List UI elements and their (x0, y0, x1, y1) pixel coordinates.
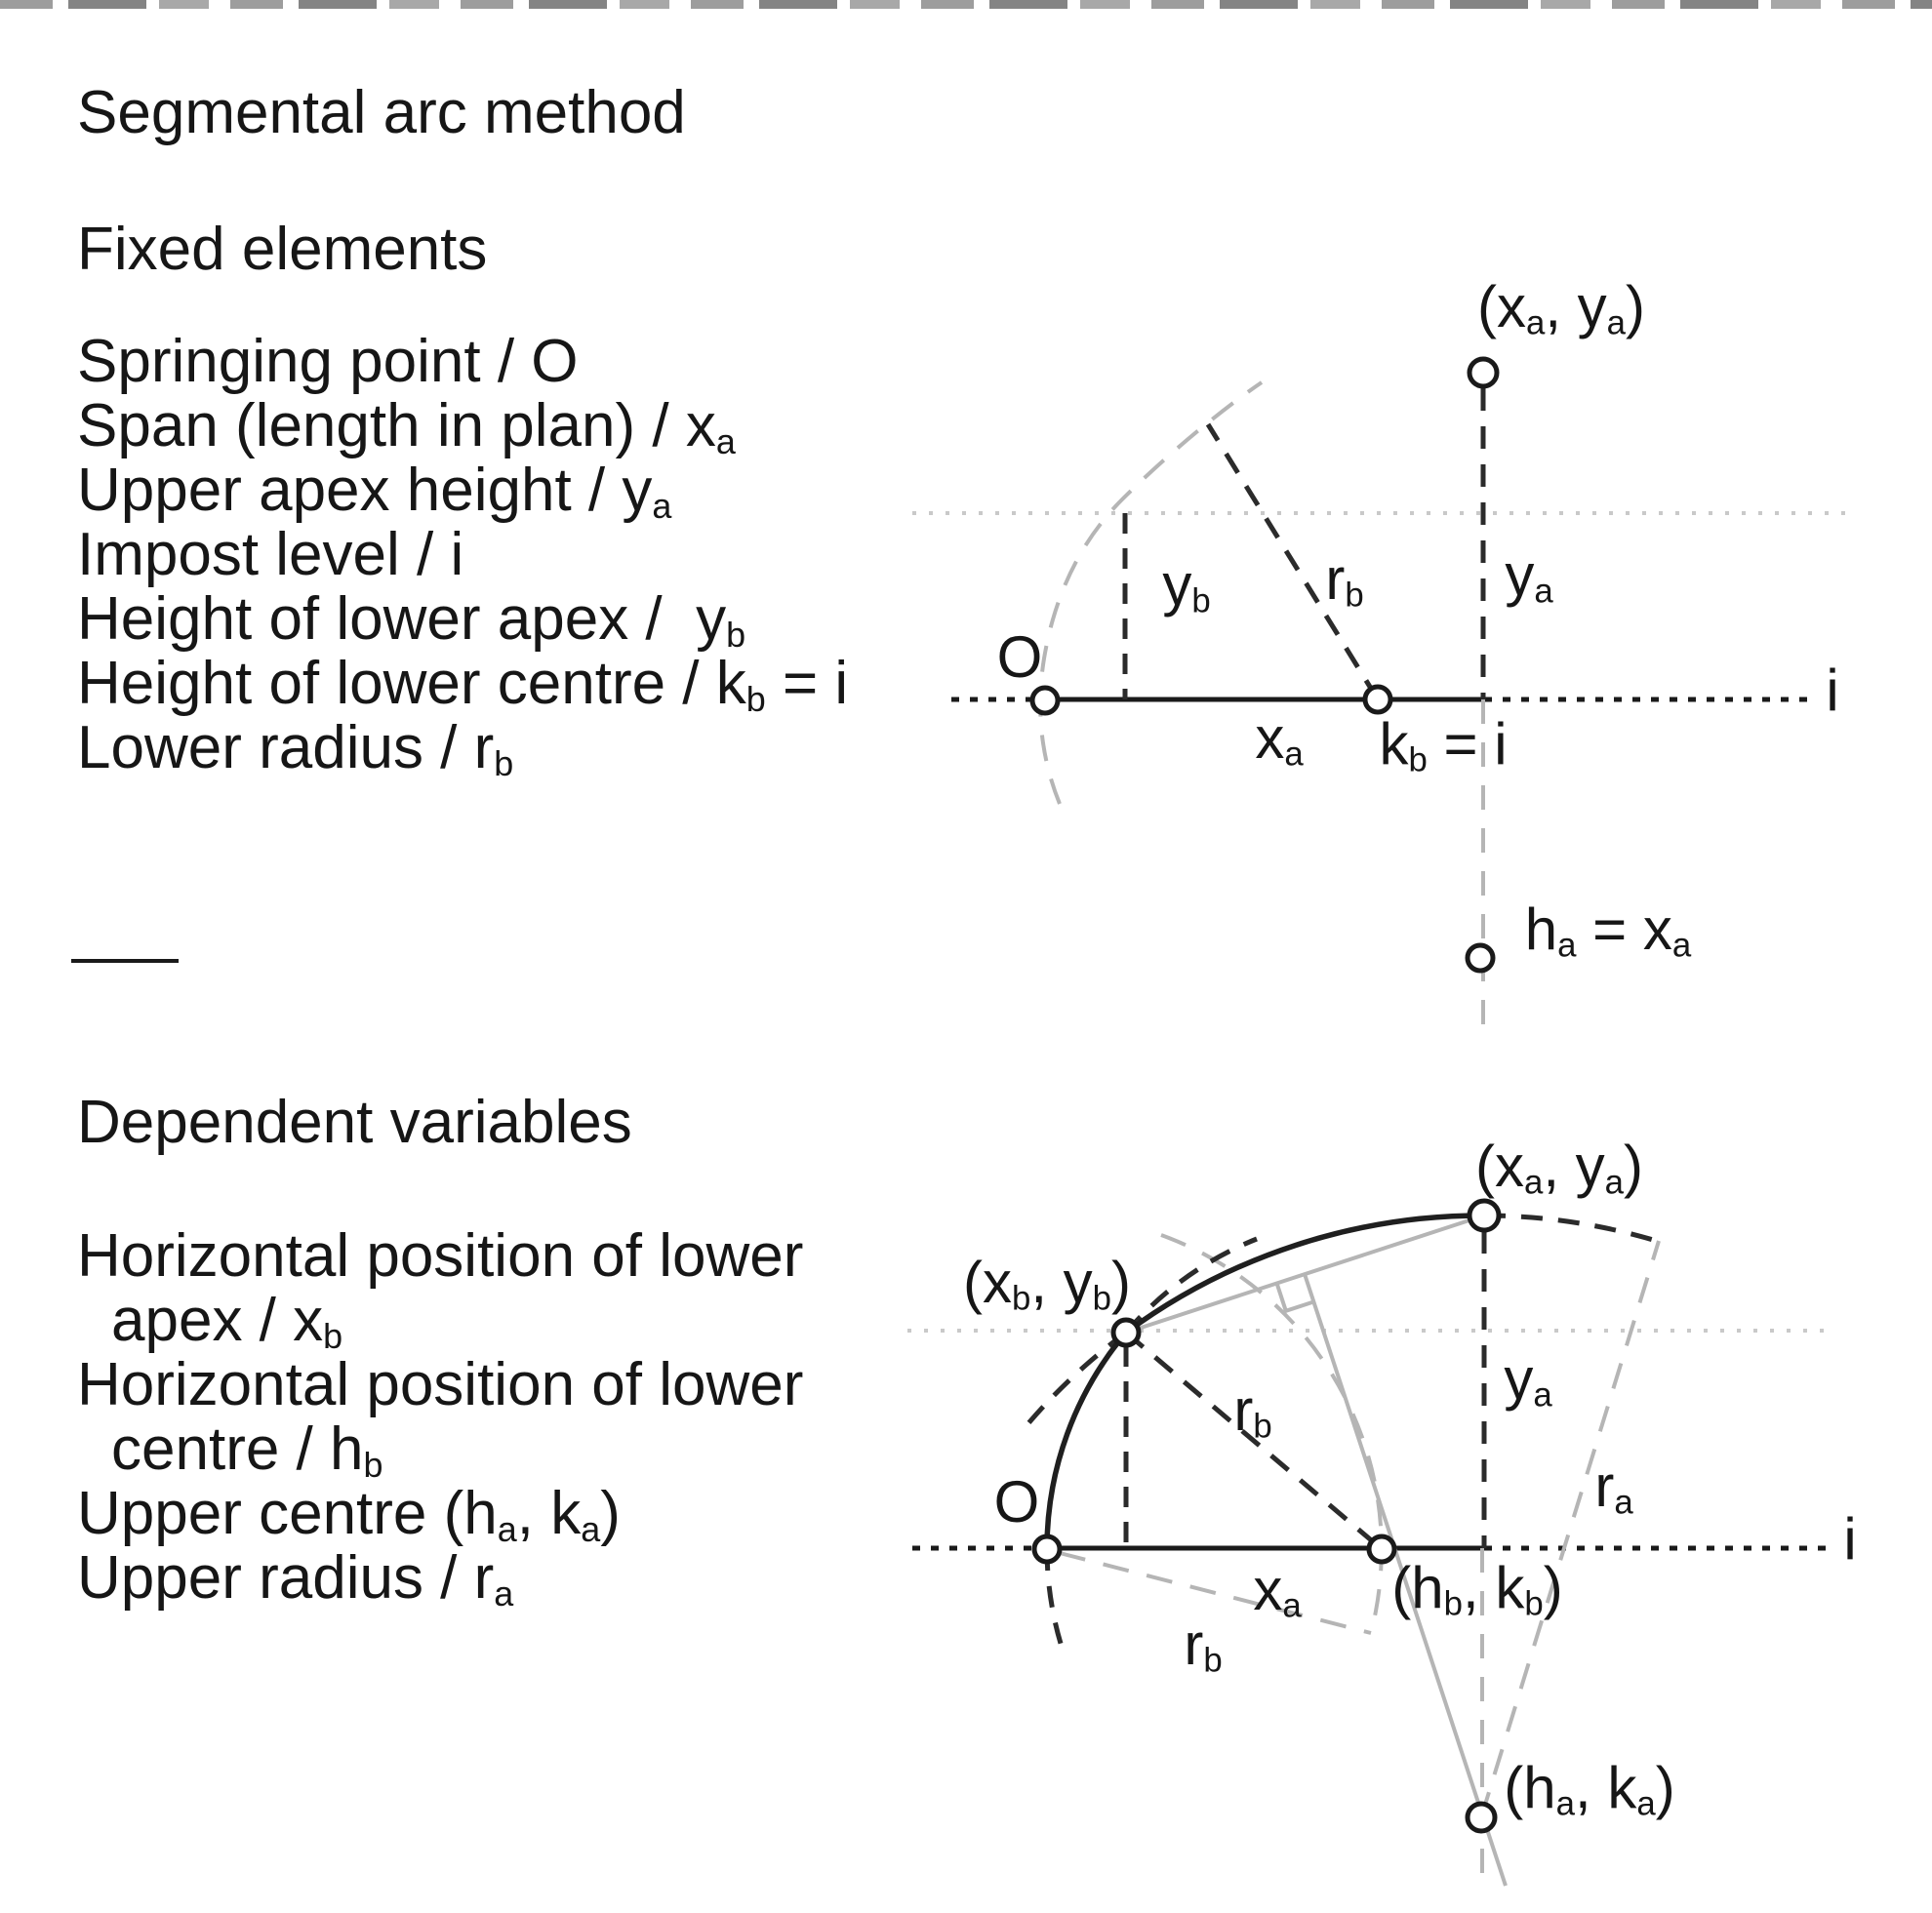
dependent-item: Upper radius / $r_a$ (77, 1544, 514, 1614)
page-title: Segmental arc method (77, 79, 686, 146)
fixed-item: Impost level / i (77, 521, 464, 588)
dependent-item: Upper centre ($h_a$, $k_a$) (77, 1480, 621, 1549)
lower-radius-label: $r_b$ (1325, 546, 1364, 615)
fixed-item: Upper apex height / $y_a$ (77, 457, 672, 526)
dependent-variables-heading: Dependent variables (77, 1089, 632, 1156)
fixed-elements-heading: Fixed elements (77, 216, 488, 283)
impost-line-label: i (1826, 658, 1839, 723)
dependent-item: Horizontal position of lower (77, 1222, 804, 1290)
springing-point-label: O (996, 624, 1043, 690)
upper-centre-point-label: ($h_a$, $k_a$) (1504, 1755, 1675, 1823)
lower-centre-marker (1365, 687, 1390, 712)
top-diagram (912, 359, 1854, 1032)
lower-apex-height-label: $y_b$ (1162, 552, 1211, 620)
fixed-item: Height of lower centre / $k_b = i$ (77, 650, 849, 719)
upper-apex-marker (1469, 1201, 1499, 1230)
dependent-item: Horizontal position of lower (77, 1351, 804, 1418)
springing-point-marker (1032, 688, 1058, 713)
lower-radius-upper-label: $r_b$ (1233, 1377, 1272, 1446)
fixed-item: Span (length in plan) / $x_a$ (77, 392, 736, 461)
lower-apex-marker (1113, 1320, 1139, 1345)
span-label: $x_a$ (1255, 705, 1304, 774)
fixed-item: Springing point / O (77, 328, 579, 395)
lower-centre-height-label: $k_b = i$ (1379, 711, 1508, 779)
upper-radius-label: $r_a$ (1594, 1454, 1633, 1522)
dependent-item-continuation: apex / $x_b$ (111, 1287, 343, 1356)
upper-radius-line (1481, 1241, 1659, 1817)
lower-radius-lower-label: $r_b$ (1184, 1612, 1223, 1680)
springing-point-label: O (993, 1469, 1040, 1534)
impost-line-label: i (1843, 1506, 1857, 1572)
span-label: $x_a$ (1253, 1557, 1302, 1625)
lower-centre-point-label: ($h_b$, $k_b$) (1391, 1555, 1563, 1623)
lower-apex-point-label: ($x_b$, $y_b$) (962, 1250, 1132, 1318)
upper-centre-marker (1468, 1804, 1495, 1831)
upper-arc-extension-right (1484, 1216, 1663, 1243)
upper-apex-point-label: ($x_a$, $y_a$) (1476, 274, 1646, 342)
dependent-item-continuation: centre / $h_b$ (111, 1415, 383, 1485)
upper-apex-height-label: $y_a$ (1505, 542, 1553, 611)
upper-centre-marker (1468, 945, 1493, 971)
springing-point-marker (1034, 1536, 1060, 1562)
lower-centre-marker (1369, 1536, 1394, 1562)
upper-apex-height-label: $y_a$ (1504, 1346, 1552, 1415)
upper-centre-x-label: $h_a = x_a$ (1524, 897, 1692, 965)
lower-arc-construction (1040, 382, 1262, 804)
fixed-item: Height of lower apex / $y_b$ (77, 585, 746, 655)
fixed-item: Lower radius / $r_b$ (77, 714, 514, 783)
upper-apex-point-label: ($x_a$, $y_a$) (1474, 1134, 1644, 1202)
upper-apex-marker (1469, 359, 1497, 386)
